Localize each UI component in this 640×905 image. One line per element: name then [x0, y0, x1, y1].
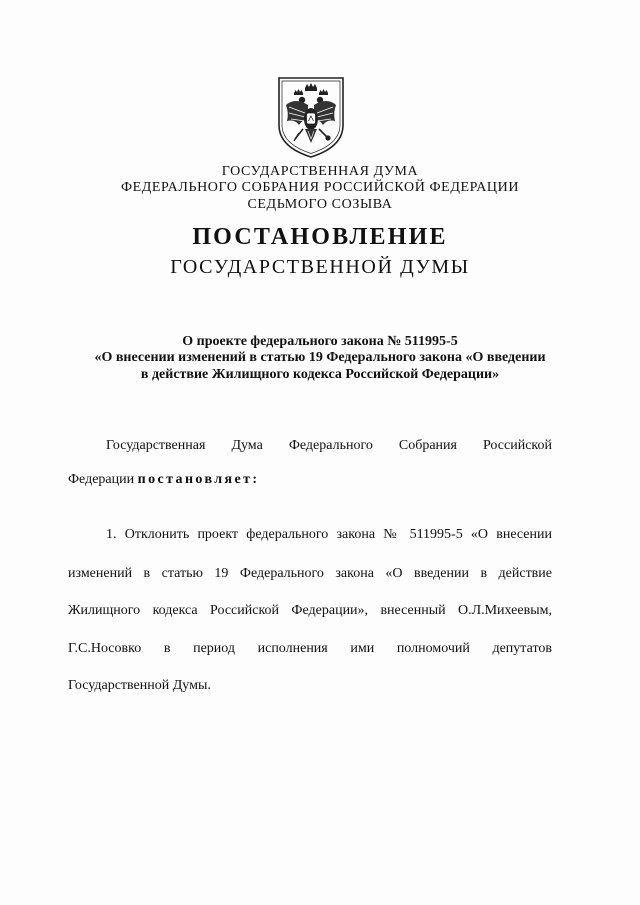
preamble-line-1: Государственная Дума Федерального Собрания Российской [106, 438, 552, 453]
subject-line-1: О проекте федерального закона № 511995-5 [182, 334, 458, 349]
convocation: СЕДЬМОГО СОЗЫВА [247, 197, 393, 212]
chamber-name: ГОСУДАРСТВЕННАЯ ДУМА [221, 164, 419, 179]
item-1-line-4: Г.С.Носовко в период исполнения ими полномочий депутатов [68, 641, 552, 656]
preamble-text: Федерации [68, 472, 138, 487]
preamble-line-2 [68, 472, 552, 488]
item-1-line-2: изменений в статью 19 Федерального закона «О введении в действие [68, 566, 552, 581]
assembly-name: ФЕДЕРАЛЬНОГО СОБРАНИЯ РОССИЙСКОЙ ФЕДЕРАЦИИ [120, 180, 520, 195]
russian-coat-of-arms-icon [275, 75, 347, 159]
document-type-title: ПОСТАНОВЛЕНИЕ [192, 224, 448, 250]
document-issuer: ГОСУДАРСТВЕННОЙ ДУМЫ [170, 256, 470, 278]
item-1-line-3: Жилищного кодекса Российской Федерации», внесенный О.Л.Михеевым, [68, 603, 552, 618]
subject-line-2: «О внесении изменений в статью 19 Федерального закона «О введении [94, 350, 546, 365]
subject-line-3: в действие Жилищного кодекса Российской Федерации» [140, 367, 500, 382]
item-1-line-1: 1. Отклонить проект федерального закона № 511995-5 «О внесении [106, 527, 552, 542]
item-1-line-5: Государственной Думы. [68, 678, 211, 693]
resolution-verb: постановляет: [137, 472, 260, 487]
